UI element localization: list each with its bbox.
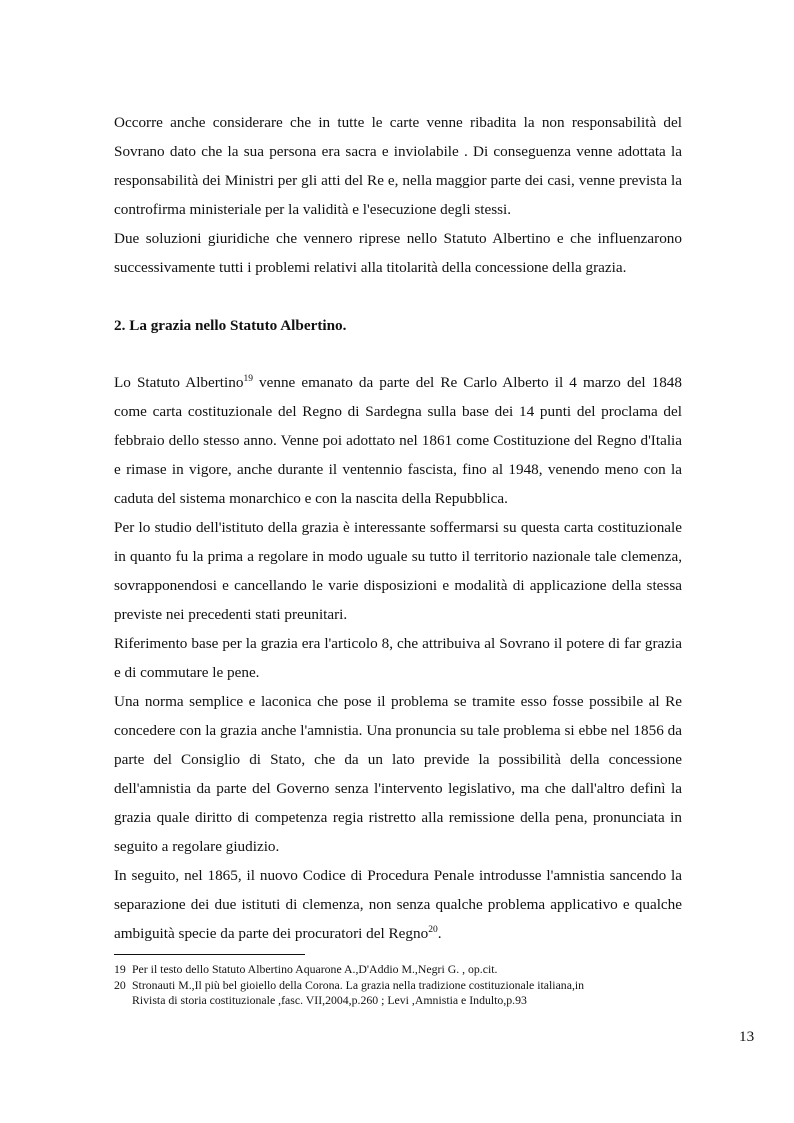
footnote-19 [114,962,682,978]
section-paragraph-1 [114,368,682,513]
p1-text-start: Lo Statuto Albertino [114,374,244,391]
section-heading: 2. La grazia nello Statuto Albertino. [114,317,347,334]
footnotes [114,962,682,1009]
footnote-ref-19: 19 [243,374,253,384]
footnote-ref-20: 20 [428,925,438,935]
footnote-text-line-2: Rivista di storia costituzionale ,fasc. VII,2004,p.260 ; Levi ,Amnistia e Indulto,p.93 [132,993,527,1007]
footnote-text [132,978,682,1009]
page-body [114,108,682,948]
footnote-20 [114,978,682,1009]
p5-text-start: In seguito, nel 1865, il nuovo Codice di Procedura Penale introdusse l'amnistia sancendo la separazione dei due istituti di clemenza, non senza qualche problema applicativo e qualche ambiguità specie da parte dei procuratori del Regno [114,867,682,942]
footnote-number: 20 [114,977,126,992]
footnote-text-line-1: Stronauti M.,Il più bel gioiello della Corona. La grazia nella tradizione costituzionale italiana,in [132,977,585,992]
section-paragraph-5 [114,861,682,948]
section-paragraph-2: Per lo studio dell'istituto della grazia è interessante soffermarsi su questa carta costituzionale in quanto fu la prima a regolare in modo uguale su tutto il territorio nazionale tale clemenza, sovrapponendosi e cancellando le varie disposizioni e modalità di applicazione della stessa previste nei precedenti stati preunitari. [114,519,682,623]
section-paragraph-3: Riferimento base per la grazia era l'articolo 8, che attribuiva al Sovrano il potere di far grazia e di commutare le pene. [114,635,682,681]
footnote-number: 19 [114,962,126,976]
footnote-separator [114,954,305,955]
page-number: 13 [739,1028,755,1045]
p5-text-end: . [437,925,442,942]
section-paragraph-4: Una norma semplice e laconica che pose il problema se tramite esso fosse possibile al Re concedere con la grazia anche l'amnistia. Una pronuncia su tale problema si ebbe nel 1856 da parte del Consiglio di Stato, che da un lato previde la possibilità della concessione dell'amnistia da parte del Governo senza l'intervento legislativo, ma che dall'altro definì la grazia quale diritto di competenza regia ristretto alla remissione della pena, pronunciata in seguito a regolare giudizio. [114,693,682,855]
footnote-text: Per il testo dello Statuto Albertino Aquarone A.,D'Addio M.,Negri G. , op.cit. [132,962,498,976]
intro-paragraph-2: Due soluzioni giuridiche che vennero riprese nello Statuto Albertino e che influenzarono successivamente tutti i problemi relativi alla titolarità della concessione della grazia. [114,230,682,276]
intro-paragraph-1: Occorre anche considerare che in tutte le carte venne ribadita la non responsabilità del Sovrano dato che la sua persona era sacra e inviolabile . Di conseguenza venne adottata la responsabilità dei Ministri per gli atti del Re e, nella maggior parte dei casi, venne prevista la controfirma ministeriale per la validità e l'esecuzione degli stessi. [114,114,682,218]
p1-text-end: venne emanato da parte del Re Carlo Alberto il 4 marzo del 1848 come carta costituzionale del Regno di Sardegna sulla base dei 14 punti del proclama del febbraio dello stesso anno. Venne poi adottato nel 1861 come Costituzione del Regno d'Italia e rimase in vigore, anche durante il ventennio fascista, fino al 1948, venendo meno con la caduta del sistema monarchico e con la nascita della Repubblica. [114,374,682,507]
